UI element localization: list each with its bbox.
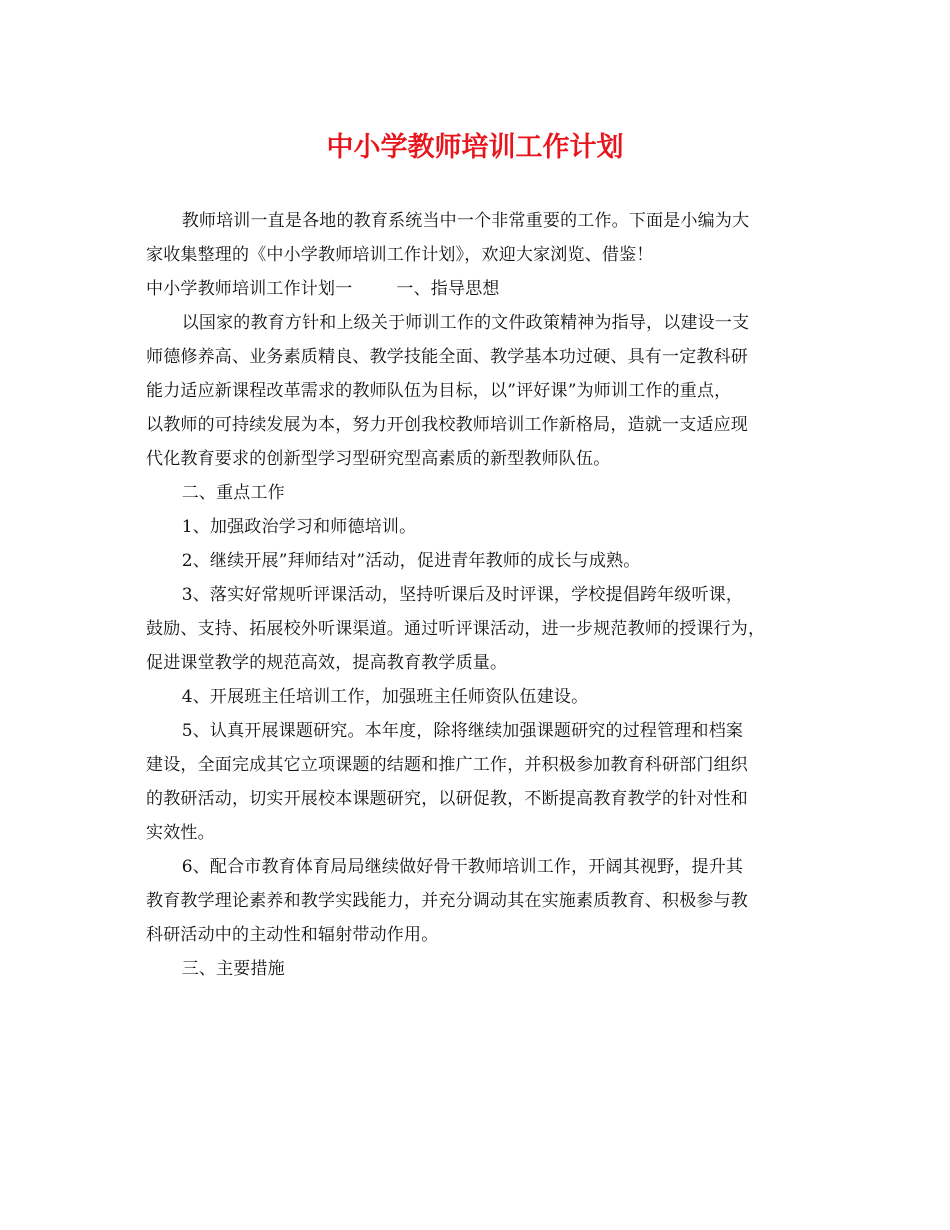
paragraph-line: 代化教育要求的创新型学习型研究型高素质的新型教师队伍。 xyxy=(146,449,611,469)
paragraph-line: 鼓励、支持、拓展校外听课渠道。通过听评课活动，进一步规范教师的授课行为， xyxy=(146,619,766,639)
list-item-3 xyxy=(146,578,808,680)
section-heading-2: 二、重点工作 xyxy=(181,483,285,503)
paragraph-line: 以教师的可持续发展为本，努力开创我校教师培训工作新格局，造就一支适应现 xyxy=(146,415,748,435)
paragraph-line: 5、认真开展课题研究。本年度，除将继续加强课题研究的过程管理和档案 xyxy=(181,721,744,741)
plan-heading-line xyxy=(146,272,808,306)
section-heading-1: 一、指导思想 xyxy=(396,279,500,299)
list-item-4: 4、开展班主任培训工作，加强班主任师资队伍建设。 xyxy=(181,687,589,707)
intro-line: 教师培训一直是各地的教育系统当中一个非常重要的工作。下面是小编为大 xyxy=(181,211,750,231)
paragraph-line: 促进课堂教学的规范高效，提高教育教学质量。 xyxy=(146,653,508,673)
paragraph-line: 能力适应新课程改革需求的教师队伍为目标，以”评好课”为师训工作的重点， xyxy=(146,381,732,401)
document-title: 中小学教师培训工作计划 xyxy=(326,132,624,163)
document-body xyxy=(146,204,808,986)
paragraph-line: 实效性。 xyxy=(146,823,215,843)
list-item-5 xyxy=(146,714,808,850)
section-heading-3: 三、主要措施 xyxy=(181,959,285,979)
intro-line: 家收集整理的《中小学教师培训工作计划》，欢迎大家浏览、借鉴！ xyxy=(146,245,654,265)
list-item-2: 2、继续开展”拜师结对”活动，促进青年教师的成长与成熟。 xyxy=(181,551,641,571)
paragraph-line: 6、配合市教育体育局局继续做好骨干教师培训工作，开阔其视野，提升其 xyxy=(181,857,744,877)
list-item-6 xyxy=(146,850,808,952)
plan-label: 中小学教师培训工作计划一 xyxy=(146,279,353,299)
paragraph-line: 建设，全面完成其它立项课题的结题和推广工作，并积极参加教育科研部门组织 xyxy=(146,755,748,775)
paragraph-line: 师德修养高、业务素质精良、教学技能全面、教学基本功过硬、具有一定教科研 xyxy=(146,347,748,367)
list-item-1: 1、加强政治学习和师德培训。 xyxy=(181,517,417,537)
paragraph-line: 教育教学理论素养和教学实践能力，并充分调动其在实施素质教育、积极参与教 xyxy=(146,891,748,911)
guiding-paragraph xyxy=(146,306,808,476)
paragraph-line: 科研活动中的主动性和辐射带动作用。 xyxy=(146,925,439,945)
paragraph-line: 3、落实好常规听评课活动，坚持听课后及时评课，学校提倡跨年级听课， xyxy=(181,585,744,605)
intro-paragraph xyxy=(146,204,808,272)
paragraph-line: 以国家的教育方针和上级关于师训工作的文件政策精神为指导，以建设一支 xyxy=(181,313,750,333)
paragraph-line: 的教研活动，切实开展校本课题研究，以研促教，不断提高教育教学的针对性和 xyxy=(146,789,748,809)
